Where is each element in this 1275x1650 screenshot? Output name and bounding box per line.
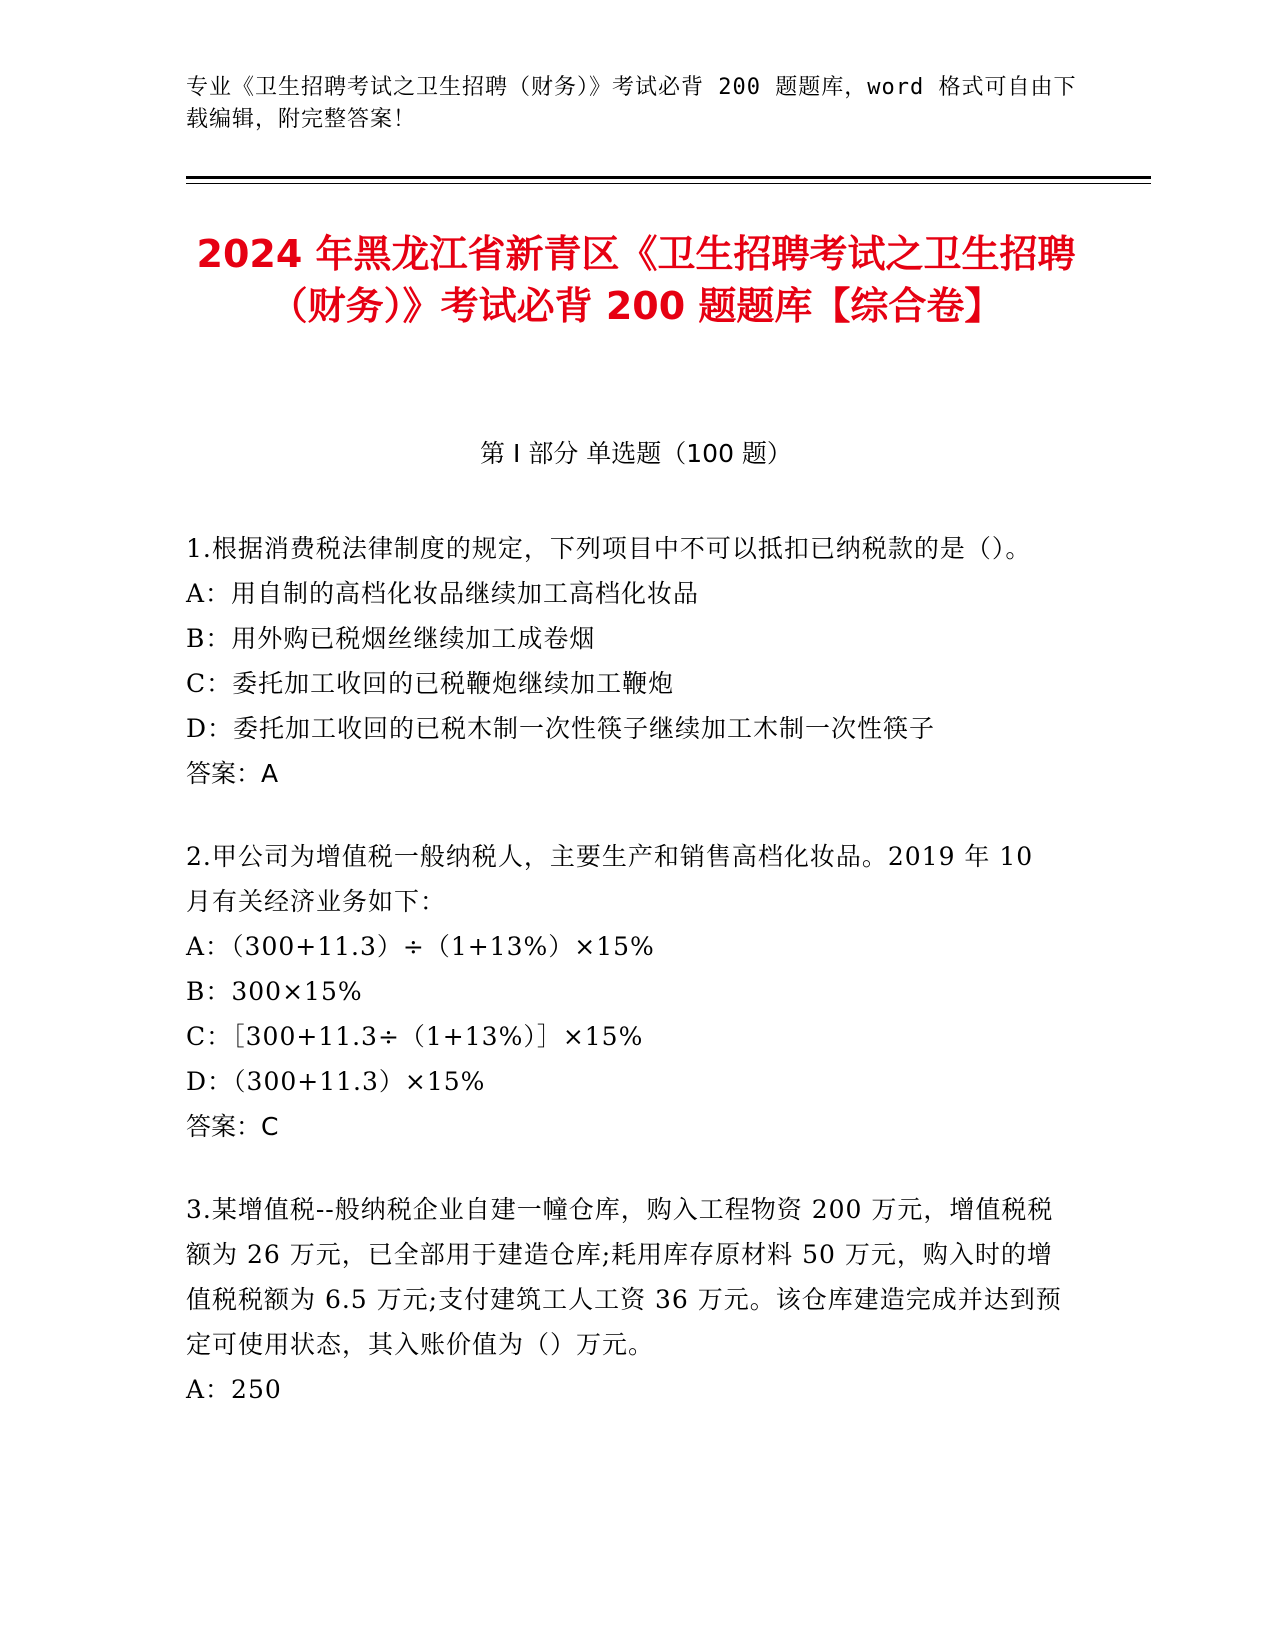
question-stem: 2.甲公司为增值税一般纳税人，主要生产和销售高档化妆品。2019 年 10 月有关经济业务如下： [186,842,1034,916]
option-c: C：委托加工收回的已税鞭炮继续加工鞭炮 [186,669,675,698]
question-list [186,526,1066,1450]
option-b: B：300×15% [186,977,363,1006]
header-rule-thin [186,183,1151,184]
header-note: 专业《卫生招聘考试之卫生招聘（财务）》考试必背 200 题题库，word 格式可自由下载编辑，附完整答案！ [186,75,1077,132]
option-a: A：（300+11.3）÷（1+13%）×15% [186,932,655,961]
answer: 答案：A [186,759,279,788]
question-3 [186,1187,1066,1412]
option-a: A：用自制的高档化妆品继续加工高档化妆品 [186,579,700,608]
document-title: 2024 年黑龙江省新青区《卫生招聘考试之卫生招聘（财务）》考试必背 200 题题库【综合卷】 [196,232,1076,328]
option-d: D：（300+11.3）×15% [186,1067,486,1096]
question-stem: 3.某增值税--般纳税企业自建一幢仓库，购入工程物资 200 万元，增值税税额为 26 万元，已全部用于建造仓库;耗用库存原材料 50 万元，购入时的增值税税额为 6.5 万元;支付建筑工人工资 36 万元。该仓库建造完成并达到预定可使用状态，其入账价值为（）万元。 [186,1195,1062,1359]
answer: 答案：C [186,1112,279,1141]
option-c: C：［300+11.3÷（1+13%）］×15% [186,1022,644,1051]
option-a: A：250 [186,1375,282,1404]
option-d: D：委托加工收回的已税木制一次性筷子继续加工木制一次性筷子 [186,714,936,743]
question-1 [186,526,1066,796]
question-2 [186,834,1066,1149]
option-b: B：用外购已税烟丝继续加工成卷烟 [186,624,596,653]
question-stem: 1.根据消费税法律制度的规定，下列项目中不可以抵扣已纳税款的是（）。 [186,534,1032,563]
section-title: 第 I 部分 单选题（100 题） [480,439,792,468]
header-rule-thick [186,176,1151,179]
